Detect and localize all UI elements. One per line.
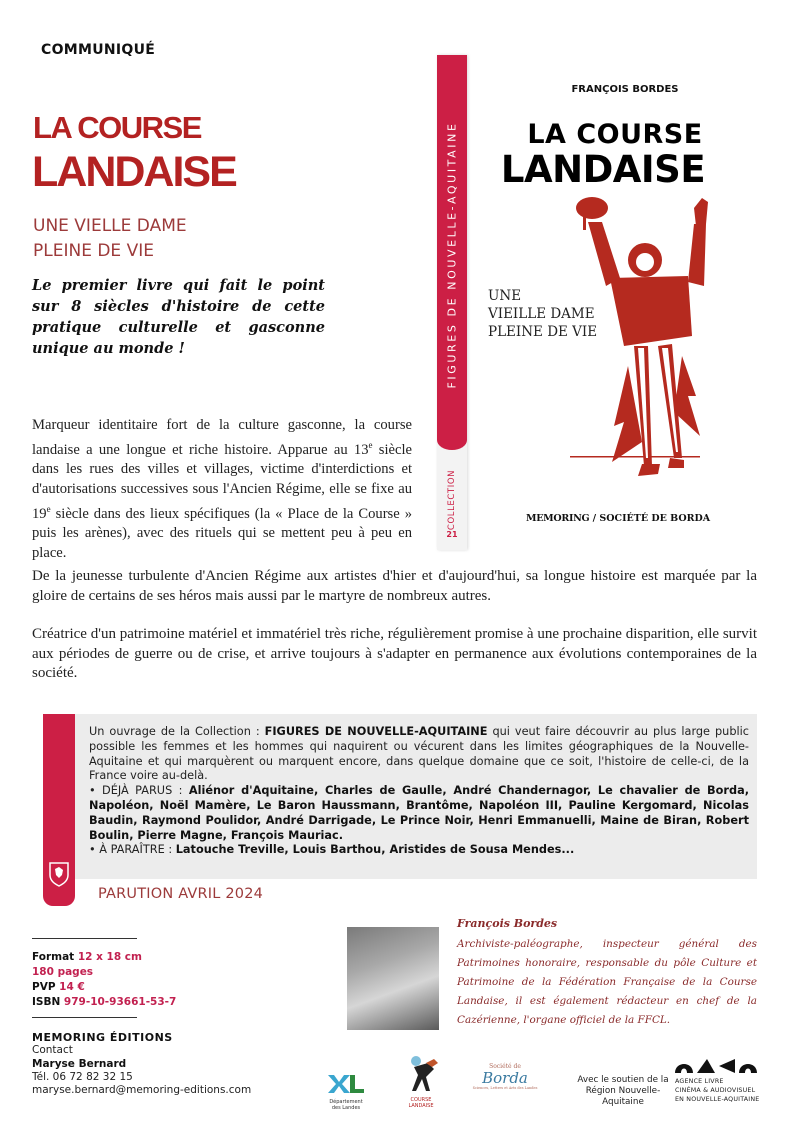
- page-title-line2: LANDAISE: [32, 148, 236, 196]
- spec-label: ISBN: [32, 996, 61, 1008]
- author-bio: Archiviste-paléographe, inspecteur général des Patrimoines honoraire, responsable du pôle Culture et Patrimoine de la Fédération Française de la Course Landaise, il est également rédacteur en chef de la Cazérienne, l'organe officiel de la FFCL.: [457, 938, 757, 1026]
- ffcl-logo: [400, 1055, 442, 1109]
- torero-illustration-icon: [570, 196, 720, 496]
- cover-subtitle-line: VIEILLE DAME: [488, 306, 595, 322]
- page-subtitle: [33, 214, 187, 264]
- document-label: COMMUNIQUÉ: [41, 42, 156, 58]
- cover-title-line2: LANDAISE: [500, 148, 706, 191]
- divider: [32, 1017, 137, 1018]
- cover-title-line1: LA COURSE: [527, 119, 703, 150]
- alca-text: EN NOUVELLE-AQUITAINE: [675, 1096, 760, 1103]
- author-name: François Bordes: [457, 917, 558, 930]
- spec-value: 180 pages: [32, 966, 94, 978]
- region-support-text: Avec le soutien de la Région Nouvelle-Aquitaine: [577, 1075, 669, 1107]
- cover-copublisher: / SOCIÉTÉ DE BORDA: [589, 513, 711, 524]
- spine-number: 21: [446, 530, 458, 539]
- para-text: siècle dans des lieux spécifiques (la « Place de la Course » puis les arènes), avec des rituels qui se mettent peu à peu en place.: [32, 505, 412, 561]
- cover-publisher: [526, 513, 710, 524]
- page-title-line1: LA COURSE: [33, 110, 201, 145]
- alca-text: CINÉMA & AUDIOVISUEL: [675, 1087, 756, 1094]
- author-photo: [347, 927, 439, 1030]
- book-cover: [430, 53, 730, 550]
- divider: [32, 938, 137, 939]
- para-text: siècle dans les rues des villes et villages, victime d'interdictions et d'autorisations successives sous l'Ancien Régime, elle se fixe au 19: [32, 441, 412, 522]
- publisher-contact: [32, 1031, 251, 1097]
- forthcoming-label: • À PARAÎTRE :: [89, 843, 176, 857]
- spine-title: FIGURES DE NOUVELLE-AQUITAINE: [445, 121, 459, 389]
- contact-name: Maryse Bernard: [32, 1058, 127, 1070]
- cover-subtitle-line: PLEINE DE VIE: [488, 324, 598, 340]
- borda-top-text: Société de: [489, 1063, 521, 1070]
- borda-sub-text: Sciences, Lettres et Arts des Landes: [472, 1086, 538, 1090]
- spec-pages: [32, 965, 176, 980]
- partner-logos: [320, 1055, 790, 1115]
- lead-paragraph: Le premier livre qui fait le point sur 8 siècles d'histoire de cette pratique culturelle et gasconne unique au monde !: [32, 277, 325, 357]
- landes-text: des Landes: [331, 1105, 361, 1111]
- contact-label: Contact: [32, 1044, 73, 1056]
- spec-isbn: [32, 995, 176, 1010]
- region-crest-icon: [48, 861, 70, 887]
- cover-subtitle-line: UNE: [488, 288, 522, 304]
- already-published-label: • DÉJÀ PARUS :: [89, 784, 189, 798]
- release-date: PARUTION AVRIL 2024: [98, 886, 264, 902]
- landes-text: Département: [329, 1099, 363, 1105]
- collection-intro-rest: qui veut faire découvrir au plus large public possible les femmes et les hommes qui naquirent ou vécurent dans les limites géographiques de la Nouvelle-Aquitaine et qui marquèrent ou marquent encore, dans quelque domaine que ce soit, l'histoire de celle-ci, de la France voire au-delà.: [89, 725, 749, 783]
- collection-intro: Un ouvrage de la Collection :: [89, 725, 265, 738]
- book-specs: [32, 950, 176, 1010]
- book-spine: [437, 55, 467, 550]
- alca-text: AGENCE LIVRE: [675, 1078, 724, 1085]
- borda-main-text: Borda: [482, 1069, 528, 1087]
- superscript: e: [368, 439, 373, 450]
- subtitle-line2: PLEINE DE VIE: [33, 241, 154, 261]
- ffcl-text: COURSE LANDAISE: [408, 1097, 434, 1109]
- landes-x-icon: [326, 1073, 366, 1095]
- publisher-name: MEMORING ÉDITIONS: [32, 1031, 173, 1044]
- alca-icon: [675, 1057, 757, 1073]
- collection-box: [75, 714, 757, 879]
- region-ribbon: [43, 714, 75, 906]
- spec-label: Format: [32, 951, 75, 963]
- intro-paragraph: [32, 416, 412, 564]
- collection-name: FIGURES DE NOUVELLE-AQUITAINE: [264, 725, 488, 738]
- spine-collection: COLLECTION: [447, 469, 457, 531]
- spec-value: 12 x 18 cm: [74, 951, 142, 963]
- already-published-list: Aliénor d'Aquitaine, Charles de Gaulle, André Chandernagor, Le chavalier de Borda, Napoléon, Noël Mamère, Le Baron Haussmann, Brantôme, Napoléon III, Pauline Kergomard, Nicolas Baudin, Raymond Poulidor, André Darrigade, Le Prince Noir, Henri Emmanuelli, Maine de Biran, Robert Boulin, Pierre Magne, François Mauriac.: [89, 784, 749, 842]
- spec-label: PVP: [32, 981, 56, 993]
- contact-email[interactable]: maryse.bernard@memoring-editions.com: [32, 1084, 252, 1096]
- spec-format: [32, 950, 176, 965]
- borda-logo: [465, 1063, 545, 1090]
- spec-price: [32, 980, 176, 995]
- spec-value: 14 €: [55, 981, 85, 993]
- landes-logo: [326, 1073, 366, 1111]
- memoring-logo: MEMORING: [526, 513, 590, 524]
- spine-band: [437, 55, 467, 450]
- ffcl-icon: [400, 1055, 442, 1093]
- cover-author: FRANÇOIS BORDES: [571, 84, 679, 95]
- collection-text: [89, 725, 749, 858]
- heritage-paragraph: Créatrice d'un patrimoine matériel et immatériel très riche, régulièrement promise à une prochaine disparition, elle survit aux périodes de guerre ou de crise, et arrive toujours à s'adapter en permanence aux évolutions contemporaines de la société.: [32, 626, 757, 681]
- forthcoming-list: Latouche Treville, Louis Barthou, Aristides de Sousa Mendes...: [175, 843, 575, 857]
- contact-phone: Tél. 06 72 82 32 15: [32, 1071, 133, 1083]
- history-paragraph: De la jeunesse turbulente d'Ancien Régime aux artistes d'hier et d'aujourd'hui, sa longue histoire est marquée par la gloire de certains de ses héros mais aussi par le martyre de nombreux autres.: [32, 568, 757, 604]
- para-text: Marqueur identitaire fort de la culture gasconne, la course landaise a une longue et riche histoire. Apparue au 13: [32, 417, 412, 458]
- subtitle-line1: UNE VIELLE DAME: [33, 216, 187, 236]
- superscript: e: [46, 503, 51, 514]
- alca-logo: [675, 1057, 785, 1104]
- spec-value: 979-10-93661-53-7: [60, 996, 177, 1008]
